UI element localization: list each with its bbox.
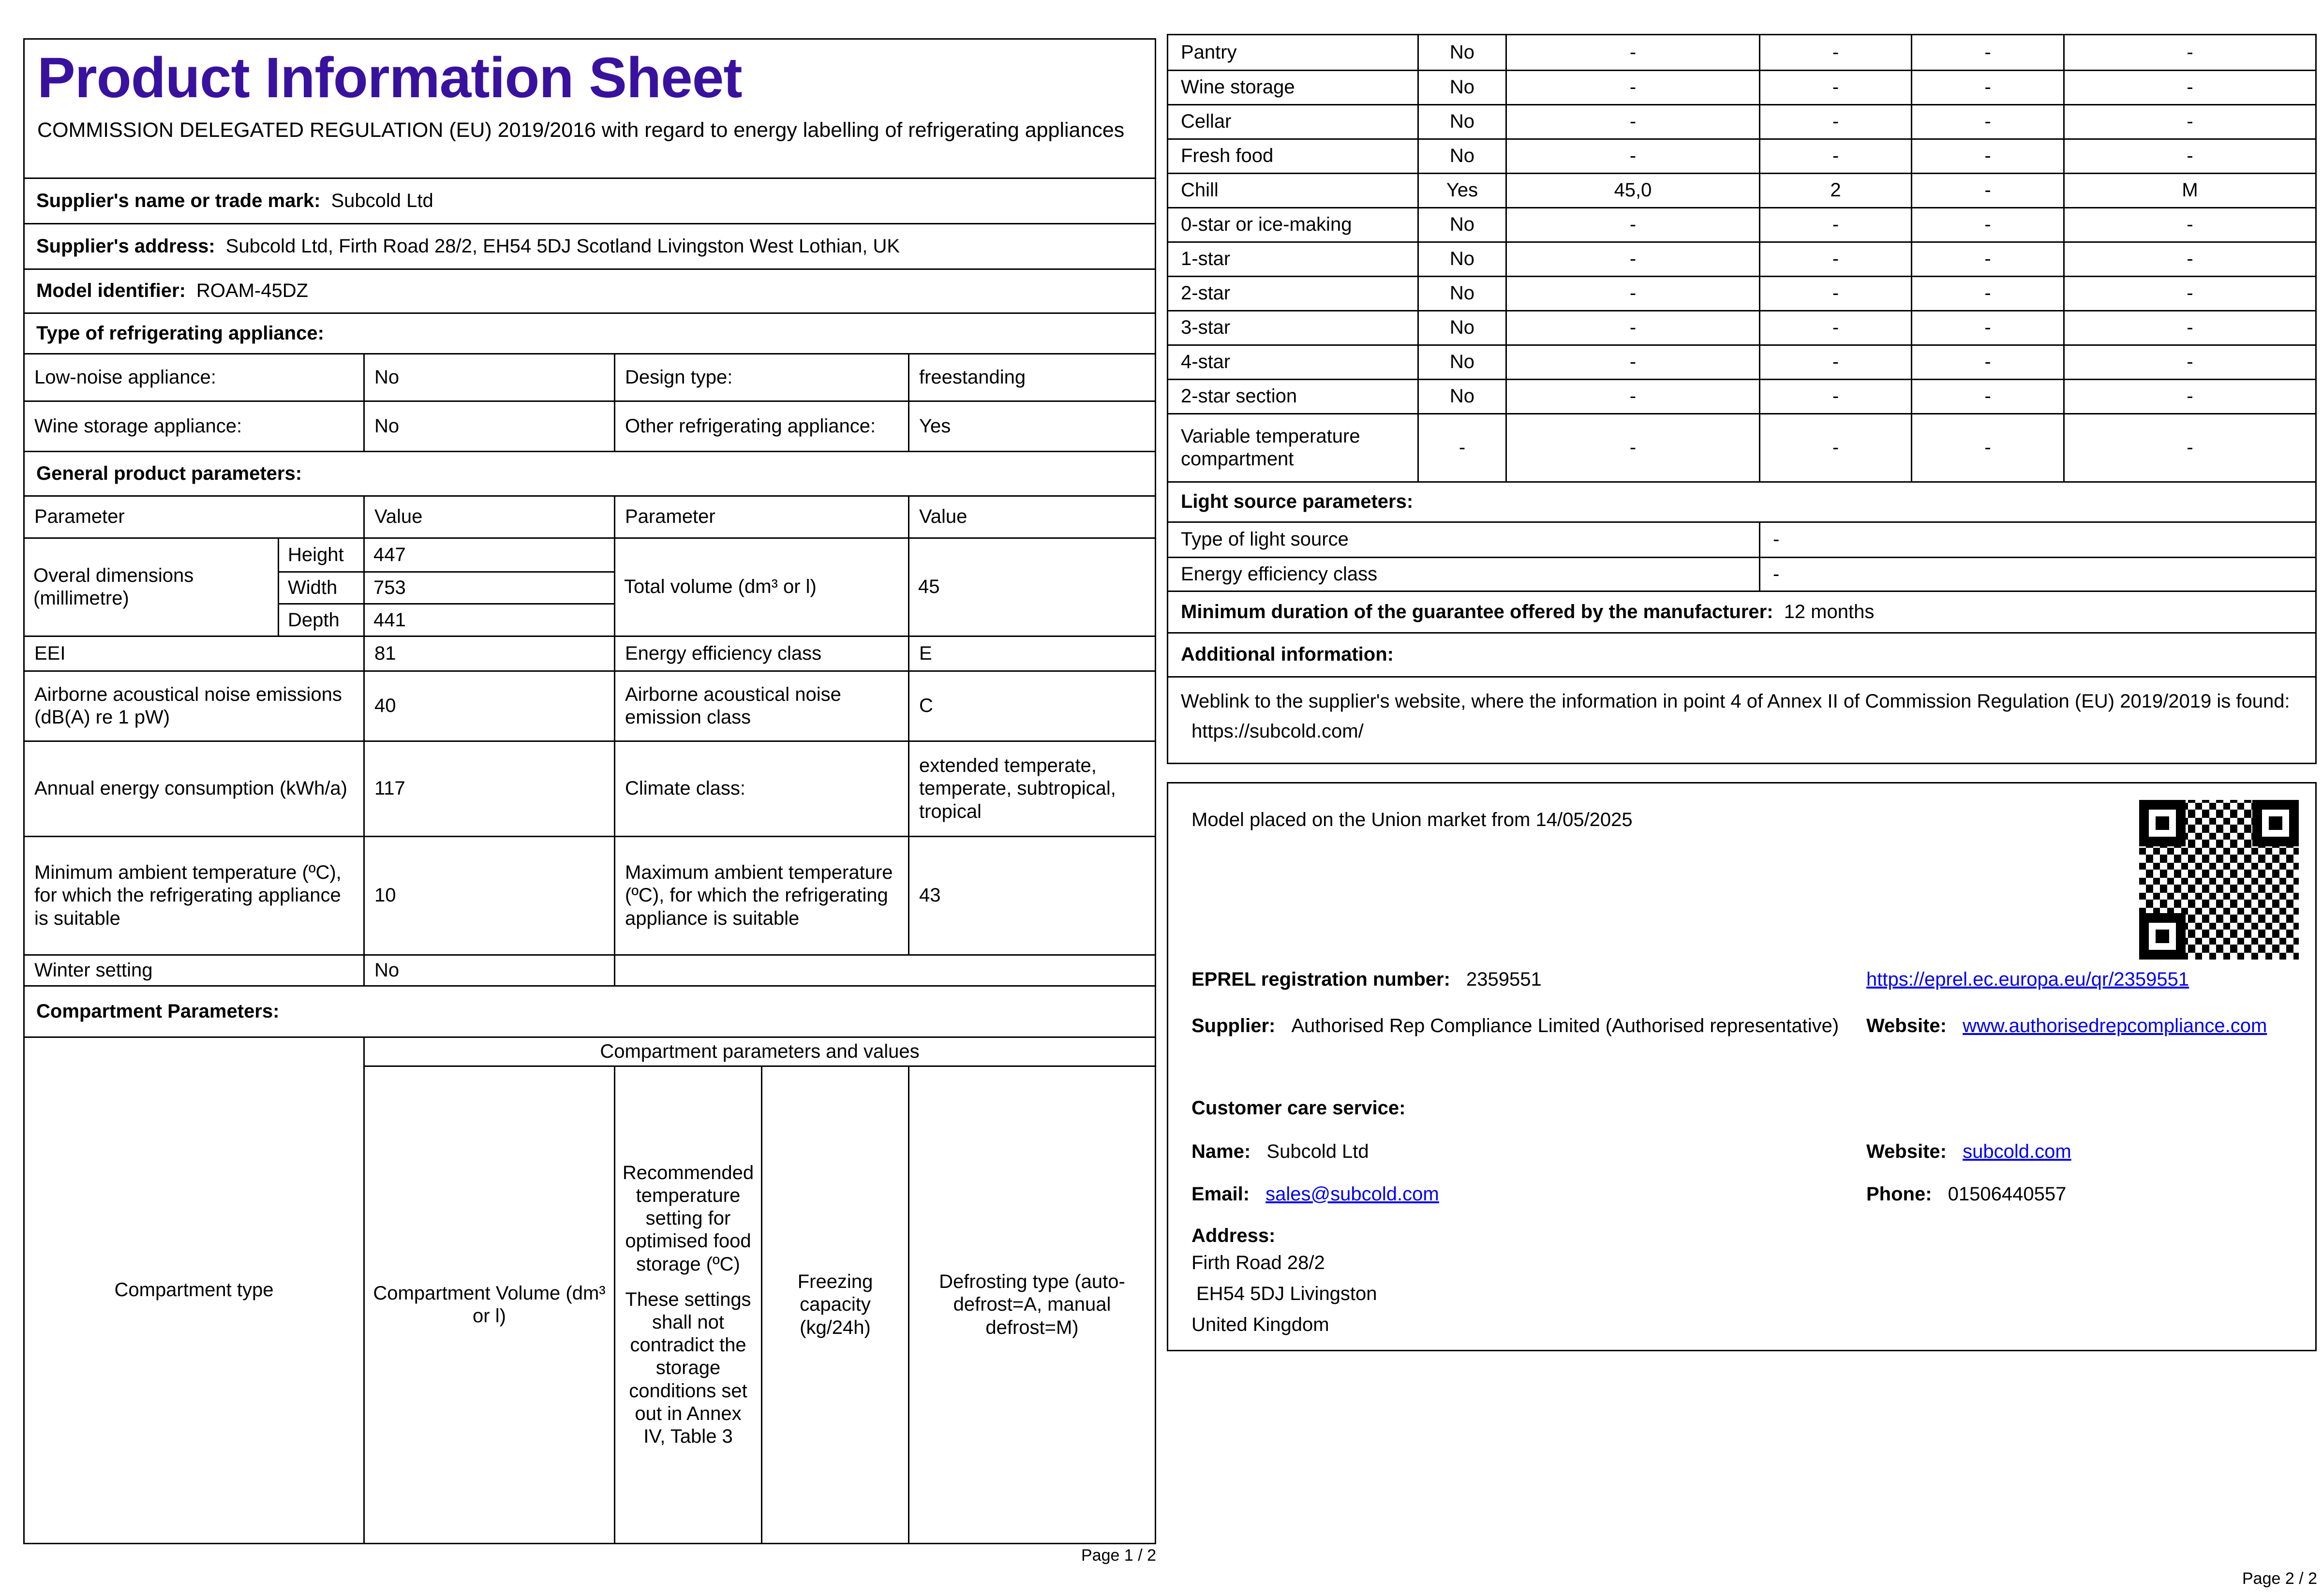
compartment-present: No — [1417, 35, 1505, 70]
climate-class-value: extended temperate, temperate, subtropical, tropical — [908, 742, 1155, 836]
compartment-row-0-star — [1168, 207, 2315, 241]
page-title: Product Information Sheet — [37, 46, 742, 110]
compartment-volume: - — [1505, 414, 1759, 481]
compartment-row-variable-temp — [1168, 413, 2315, 481]
compartment-freezing: - — [1911, 277, 2063, 310]
compartment-freezing: - — [1911, 105, 2063, 138]
annual-energy-row — [25, 740, 1155, 836]
compartment-volume: - — [1505, 380, 1759, 413]
compartment-name: 2-star section — [1181, 385, 1297, 407]
supplier-row — [1191, 1015, 1849, 1037]
param-header-1: Parameter — [34, 506, 125, 528]
compartment-temp: 2 — [1759, 174, 1911, 207]
weblink-row — [1168, 676, 2315, 763]
supplier-name-row — [25, 177, 1155, 223]
qr-finder-icon — [2139, 913, 2186, 960]
max-ambient-value: 43 — [908, 837, 1155, 954]
compartment-present: No — [1417, 71, 1505, 104]
energy-class-value: E — [908, 637, 1155, 670]
eprel-registration-row — [1191, 968, 1542, 991]
compartment-defrost: - — [2063, 414, 2315, 481]
param-header-2: Value — [363, 497, 614, 537]
supplier-address-value: Subcold Ltd, Firth Road 28/2, EH54 5DJ Scotland Livingston West Lothian, UK — [225, 235, 900, 257]
type-heading-row: Type of refrigerating appliance: — [25, 312, 1155, 353]
supplier-address-row — [25, 223, 1155, 268]
compartment-temp: - — [1759, 346, 1911, 379]
compartment-temp: - — [1759, 35, 1911, 70]
compartment-freezing: - — [1911, 414, 2063, 481]
noise-emission-value: 40 — [363, 672, 614, 740]
qr-finder-icon — [2252, 800, 2299, 846]
customer-care-heading: Customer care service: — [1191, 1097, 1406, 1119]
compartment-volume-header: Compartment Volume (dm³ or l) — [363, 1065, 614, 1543]
light-type-value: - — [1759, 523, 2315, 557]
eei-label: EEI — [34, 642, 66, 664]
compartment-name: Pantry — [1181, 41, 1237, 63]
param-header-row — [25, 495, 1155, 537]
compartment-temp: - — [1759, 414, 1911, 481]
param-header-4: Value — [908, 497, 1155, 537]
compartment-header-table — [25, 1036, 1155, 1543]
other-appliance-value: Yes — [908, 402, 1155, 451]
compartment-heading-row: Compartment Parameters: — [25, 985, 1155, 1036]
light-class-label: Energy efficiency class — [1181, 563, 1378, 585]
defrosting-type-header: Defrosting type (auto-defrost=A, manual defrost=M) — [908, 1065, 1155, 1543]
compartment-volume: - — [1505, 311, 1759, 344]
compartment-name: Variable temperature compartment — [1181, 425, 1360, 470]
compartment-defrost: - — [2063, 71, 2315, 104]
compartment-volume: - — [1505, 71, 1759, 104]
compartment-temp: - — [1759, 243, 1911, 276]
address-line-3: United Kingdom — [1191, 1314, 1329, 1335]
recommended-temp-header — [614, 1065, 761, 1543]
supplier-website-label: Website: — [1866, 1015, 1947, 1036]
compartment-row-1-star — [1168, 241, 2315, 276]
total-volume-value: 45 — [908, 539, 1155, 635]
noise-row — [25, 670, 1155, 740]
freezing-capacity-header: Freezing capacity (kg/24h) — [761, 1065, 908, 1543]
compartment-defrost: - — [2063, 243, 2315, 276]
page1-footer: Page 1 / 2 — [1081, 1546, 1156, 1565]
winter-setting-label: Winter setting — [34, 959, 153, 981]
address-line-1: Firth Road 28/2 — [1191, 1252, 1325, 1273]
compartment-volume: - — [1505, 208, 1759, 241]
dimensions-label: Overal dimensions (millimetre) — [33, 564, 194, 609]
annual-energy-value: 117 — [363, 742, 614, 836]
compartment-present: No — [1417, 380, 1505, 413]
eprel-number: 2359551 — [1466, 969, 1542, 990]
wine-storage-label: Wine storage appliance: — [34, 415, 242, 437]
compartment-volume: - — [1505, 243, 1759, 276]
other-appliance-label: Other refrigerating appliance: — [614, 402, 908, 451]
care-email-label: Email: — [1191, 1183, 1250, 1205]
compartment-defrost: - — [2063, 208, 2315, 241]
eprel-link[interactable]: https://eprel.ec.europa.eu/qr/2359551 — [1866, 969, 2189, 990]
dimension-depth-key: Depth — [278, 603, 363, 635]
compartment-row-pantry — [1168, 35, 2315, 70]
compartment-volume: - — [1505, 346, 1759, 379]
guarantee-row — [1168, 591, 2315, 632]
compartment-present: No — [1417, 311, 1505, 344]
recommended-temp-note-2: These settings shall not contradict the storage conditions set out in Annex IV, Table 3 — [625, 1288, 751, 1447]
compartment-present: - — [1417, 414, 1505, 481]
low-noise-value: No — [363, 355, 614, 400]
dimensions-row — [25, 537, 1155, 635]
design-type-value: freestanding — [908, 355, 1155, 400]
care-email-link[interactable]: sales@subcold.com — [1265, 1183, 1439, 1205]
compartment-name: Wine storage — [1181, 76, 1295, 98]
guarantee-label: Minimum duration of the guarantee offered by the manufacturer: — [1181, 601, 1773, 622]
light-type-row — [1168, 521, 2315, 557]
compartment-present: No — [1417, 346, 1505, 379]
compartment-freezing: - — [1911, 140, 2063, 173]
regulation-subtitle: COMMISSION DELEGATED REGULATION (EU) 2019/2016 with regard to energy labelling of refrigerating appliances — [37, 118, 1125, 142]
min-ambient-value: 10 — [363, 837, 614, 954]
compartment-temp: - — [1759, 277, 1911, 310]
model-placed-text: Model placed on the Union market from 14/05/2025 — [1191, 809, 1633, 830]
compartment-freezing: - — [1911, 174, 2063, 207]
eei-row — [25, 635, 1155, 670]
compartment-defrost: - — [2063, 35, 2315, 70]
max-ambient-label: Maximum ambient temperature (ºC), for which the refrigerating appliance is suitable — [614, 837, 908, 954]
care-phone-row — [1866, 1183, 2066, 1206]
supplier-value: Authorised Rep Compliance Limited (Authorised representative) — [1291, 1015, 1839, 1036]
address-label: Address: — [1191, 1225, 1276, 1246]
additional-info-heading: Additional information: — [1168, 632, 2315, 676]
qr-finder-icon — [2139, 800, 2186, 846]
supplier-name-value: Subcold Ltd — [331, 190, 433, 211]
compartment-name: Chill — [1181, 179, 1219, 201]
compartment-present: No — [1417, 243, 1505, 276]
care-name-row — [1191, 1140, 1369, 1163]
compartment-row-3-star — [1168, 310, 2315, 344]
compartment-row-2-star-section — [1168, 379, 2315, 413]
compartment-row-wine-storage — [1168, 70, 2315, 104]
compartment-row-chill — [1168, 173, 2315, 207]
wine-storage-row — [25, 400, 1155, 451]
care-website-label: Website: — [1866, 1141, 1947, 1162]
page2-footer: Page 2 / 2 — [2242, 1569, 2317, 1588]
supplier-name-label: Supplier's name or trade mark: — [36, 190, 321, 211]
compartment-name: Cellar — [1181, 111, 1232, 133]
compartment-row-fresh-food — [1168, 138, 2315, 173]
compartment-name: 0-star or ice-making — [1181, 214, 1352, 236]
compartment-freezing: - — [1911, 35, 2063, 70]
compartment-freezing: - — [1911, 208, 2063, 241]
care-website-row — [1866, 1140, 2071, 1163]
light-class-value: - — [1759, 558, 2315, 591]
noise-class-value: C — [908, 672, 1155, 740]
dimension-width-key: Width — [278, 571, 363, 604]
compartment-present: No — [1417, 277, 1505, 310]
light-class-row — [1168, 557, 2315, 591]
care-phone-value: 01506440557 — [1948, 1183, 2067, 1205]
winter-setting-value: No — [363, 956, 614, 985]
supplier-address-label: Supplier's address: — [36, 235, 215, 257]
compartment-volume: - — [1505, 35, 1759, 70]
compartment-freezing: - — [1911, 71, 2063, 104]
care-phone-label: Phone: — [1866, 1183, 1932, 1205]
compartment-defrost: - — [2063, 380, 2315, 413]
address-line-2: EH54 5DJ Livingston — [1196, 1283, 1377, 1304]
care-name-value: Subcold Ltd — [1266, 1141, 1369, 1162]
compartment-name: 1-star — [1181, 248, 1231, 270]
page-2-table — [1167, 34, 2317, 764]
compartment-volume: - — [1505, 277, 1759, 310]
care-email-row — [1191, 1183, 1439, 1206]
winter-setting-empty — [614, 956, 1155, 985]
model-identifier-value: ROAM-45DZ — [196, 280, 309, 302]
compartment-present: No — [1417, 105, 1505, 138]
weblink-url[interactable]: https://subcold.com/ — [1191, 721, 1364, 742]
light-source-heading: Light source parameters: — [1168, 481, 2315, 521]
guarantee-value: 12 months — [1784, 601, 1875, 622]
ambient-temp-row — [25, 836, 1155, 954]
supplier-website-row — [1866, 1015, 2311, 1037]
compartment-name: 4-star — [1181, 351, 1231, 373]
annual-energy-label: Annual energy consumption (kWh/a) — [34, 778, 347, 799]
page1-header — [25, 40, 1155, 177]
general-heading-row: General product parameters: — [25, 451, 1155, 495]
dimension-height-value: 447 — [363, 539, 614, 571]
compartment-defrost: M — [2063, 174, 2315, 207]
design-type-label: Design type: — [614, 355, 908, 400]
compartment-name: Fresh food — [1181, 145, 1274, 167]
compartment-defrost: - — [2063, 105, 2315, 138]
compartment-present: No — [1417, 208, 1505, 241]
compartment-defrost: - — [2063, 277, 2315, 310]
compartment-present: No — [1417, 140, 1505, 173]
min-ambient-label: Minimum ambient temperature (ºC), for which the refrigerating appliance is suitable — [34, 862, 342, 929]
wine-storage-value: No — [363, 402, 614, 451]
qr-code — [2139, 800, 2299, 960]
climate-class-label: Climate class: — [614, 742, 908, 836]
low-noise-label: Low-noise appliance: — [34, 366, 216, 388]
light-type-label: Type of light source — [1181, 529, 1349, 550]
compartment-volume: - — [1505, 105, 1759, 138]
compartment-freezing: - — [1911, 311, 2063, 344]
compartment-freezing: - — [1911, 346, 2063, 379]
compartment-defrost: - — [2063, 346, 2315, 379]
compartment-temp: - — [1759, 208, 1911, 241]
compartment-present: Yes — [1417, 174, 1505, 207]
total-volume-label: Total volume (dm³ or l) — [614, 539, 908, 635]
compartment-temp: - — [1759, 71, 1911, 104]
compartment-defrost: - — [2063, 140, 2315, 173]
care-name-label: Name: — [1191, 1141, 1251, 1162]
care-website-link[interactable]: subcold.com — [1963, 1141, 2071, 1162]
compartment-type-header: Compartment type — [114, 1279, 274, 1301]
compartment-freezing: - — [1911, 243, 2063, 276]
model-identifier-label: Model identifier: — [36, 280, 186, 302]
page-1-table — [23, 38, 1156, 1544]
supplier-label: Supplier: — [1191, 1015, 1276, 1036]
noise-class-label: Airborne acoustical noise emission class — [614, 672, 908, 740]
recommended-temp-note-1: Recommended temperature setting for optimised food storage (ºC) — [622, 1162, 754, 1275]
low-noise-row — [25, 353, 1155, 400]
compartment-temp: - — [1759, 105, 1911, 138]
dimension-depth-value: 441 — [363, 603, 614, 635]
compartment-volume: 45,0 — [1505, 174, 1759, 207]
compartment-group-header: Compartment parameters and values — [363, 1038, 1155, 1065]
supplier-website-link[interactable]: www.authorisedrepcompliance.com — [1963, 1015, 2267, 1036]
compartment-row-4-star — [1168, 344, 2315, 379]
compartment-temp: - — [1759, 311, 1911, 344]
eprel-info-box — [1167, 782, 2317, 1351]
dimension-width-value: 753 — [363, 571, 614, 604]
compartment-row-2-star — [1168, 276, 2315, 310]
param-header-3: Parameter — [614, 497, 908, 537]
compartment-defrost: - — [2063, 311, 2315, 344]
noise-emission-label: Airborne acoustical noise emissions (dB(A) re 1 pW) — [34, 683, 342, 728]
compartment-name: 2-star — [1181, 282, 1231, 304]
compartment-name: 3-star — [1181, 317, 1231, 339]
model-identifier-row — [25, 268, 1155, 312]
compartment-row-cellar — [1168, 104, 2315, 138]
eprel-label: EPREL registration number: — [1191, 969, 1450, 990]
compartment-freezing: - — [1911, 380, 2063, 413]
energy-class-label: Energy efficiency class — [614, 637, 908, 670]
winter-setting-row — [25, 954, 1155, 985]
dimension-height-key: Height — [278, 539, 363, 571]
compartment-volume: - — [1505, 140, 1759, 173]
weblink-text: Weblink to the supplier's website, where the information in point 4 of Annex II of Commission Regulation (EU) 2019/2019 is found: — [1181, 691, 2290, 712]
compartment-temp: - — [1759, 140, 1911, 173]
eprel-link-wrap — [1866, 968, 2189, 991]
eei-value: 81 — [363, 637, 614, 670]
compartment-temp: - — [1759, 380, 1911, 413]
